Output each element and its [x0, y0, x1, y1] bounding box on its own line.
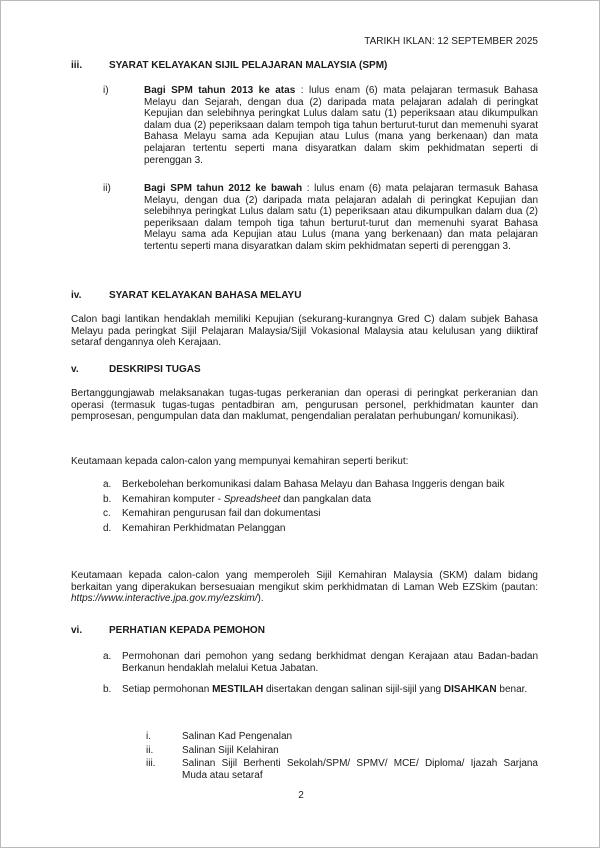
spm-item-2012-marker: ii) — [103, 183, 111, 194]
perhatian-b-mid: disertakan dengan salinan sijil-sijil yang — [263, 684, 444, 695]
skill-item-a-marker: a. — [103, 479, 112, 490]
header-date-line — [71, 36, 538, 48]
skill-b-pre: Kemahiran komputer - — [122, 493, 224, 505]
section-bm-title: SYARAT KELAYAKAN BAHASA MELAYU — [109, 290, 302, 301]
perhatian-item-a-text: Permohonan dari pemohon yang sedang berkhidmat dengan Kerajaan atau Badan-badan Berkanun hendaklah melalui Ketua Jabatan. — [122, 651, 538, 674]
spm-item-2012-lead: Bagi SPM tahun 2012 ke bawah — [144, 183, 303, 194]
skill-item-c — [103, 508, 538, 520]
skill-b-post: dan pangkalan data — [280, 493, 372, 505]
document-item-kad-text: Salinan Kad Pengenalan — [182, 731, 293, 742]
skill-item-b — [103, 494, 538, 506]
skm-paragraph-pre: Keutamaan kepada calon-calon yang memperoleh Sijil Kemahiran Malaysia (SKM) dalam bidang berkaitan yang diperakukan bersesuaian mengikut skim perkhidmatan di Laman Web EZSkim (pautan: — [71, 570, 538, 593]
section-spm-heading — [71, 60, 538, 72]
document-item-sijil — [146, 758, 538, 781]
skill-b-italic: Spreadsheet — [223, 493, 281, 505]
perhatian-item-b — [103, 684, 538, 696]
section-spm-numeral: iii. — [71, 60, 83, 71]
skill-a-pre: Berkebolehan berkomunikasi dalam Bahasa Melayu dan Bahasa Inggeris dengan baik — [122, 479, 505, 490]
skill-c-pre: Kemahiran pengurusan fail dan dokumentasi — [122, 508, 321, 520]
document-item-kelahiran-text: Salinan Sijil Kelahiran — [182, 744, 279, 756]
kemahiran-intro-paragraph: Keutamaan kepada calon-calon yang mempunyai kemahiran seperti berikut: — [71, 456, 409, 467]
skill-item-c-marker: c. — [103, 508, 111, 520]
perhatian-item-a-marker: a. — [103, 651, 112, 662]
spm-item-2013-marker: i) — [103, 85, 109, 96]
section-spm-title: SYARAT KELAYAKAN SIJIL PELAJARAN MALAYSIA (SPM) — [109, 60, 388, 71]
skill-item-d-text — [122, 523, 538, 535]
perhatian-b-post: benar. — [496, 684, 528, 695]
skm-paragraph — [71, 570, 538, 605]
section-tugas-heading — [71, 364, 538, 376]
skill-item-d-marker: d. — [103, 522, 112, 534]
perhatian-item-b-text — [122, 684, 538, 696]
page-number: 2 — [298, 790, 304, 801]
spm-item-2012-text — [144, 183, 538, 253]
document-item-sijil-marker: iii. — [146, 758, 156, 770]
perhatian-b-pre: Setiap permohonan — [122, 684, 213, 695]
documents-list — [146, 731, 538, 783]
skill-item-a-text — [122, 479, 538, 491]
perhatian-item-a — [103, 651, 538, 674]
section-bm-numeral: iv. — [71, 290, 82, 301]
spm-item-2012-body: : lulus enam (6) mata pelajaran termasuk Bahasa Melayu, dengan dua (2) daripada mata pelajaran adalah di peringkat Kepujian dan selebihnya peringkat Lulus dalam satu (1) peperiksaan atau dikumpulkan dalam dua (2) peperiksaan dalam tempoh tiga tahun berturut-turut dan memenuhi syarat Bahasa Melayu sama ada Kepujian atau Lulus (mana yang berkenaan) dan mata pelajaran tertentu seperti mana disyaratkan dalam skim pekhidmatan seperti di perenggan 3. — [144, 183, 538, 252]
skill-item-b-text — [122, 494, 538, 506]
spm-item-2013-lead: Bagi SPM tahun 2013 ke atas — [144, 85, 296, 96]
section-tugas-numeral: v. — [71, 364, 79, 375]
document-item-kelahiran-marker: ii. — [146, 744, 154, 756]
section-perhatian-title: PERHATIAN KEPADA PEMOHON — [109, 625, 265, 636]
section-perhatian-numeral: vi. — [71, 625, 83, 636]
section-bm-heading — [71, 290, 538, 302]
advert-date-label: TARIKH IKLAN: 12 SEPTEMBER 2025 — [364, 36, 538, 47]
spm-item-2013 — [103, 85, 538, 166]
perhatian-item-b-marker: b. — [103, 684, 112, 695]
skm-paragraph-url: https://www.interactive.jpa.gov.my/ezskim/ — [71, 593, 258, 605]
skill-item-b-marker: b. — [103, 493, 112, 505]
spm-item-2013-body: : lulus enam (6) mata pelajaran termasuk Bahasa Melayu dan Sejarah, dengan dua (2) daripada mata pelajaran adalah di peringkat Kepujian dan selebihnya peringkat Lulus dalam satu (1) peperiksaan atau dikumpulkan dalam dua (2) peperiksaan dalam tempoh tiga tahun berturut-turut dan memenuhi syarat Bahasa Melayu sama ada Kepujian atau Lulus (mana yang berkenaan) dan mata pelajaran tertentu seperti mana disyaratkan dalam skim pekhidmatan seperti di perenggan 3. — [144, 85, 538, 166]
perhatian-b-bold2: DISAHKAN — [443, 684, 497, 695]
spm-item-2013-text — [144, 85, 538, 166]
skill-item-d — [103, 523, 538, 535]
document-item-kelahiran — [146, 745, 538, 757]
document-item-kad-marker: i. — [146, 731, 151, 742]
perhatian-b-bold1: MESTILAH — [212, 684, 264, 695]
skm-paragraph-post: ). — [257, 593, 264, 605]
skill-item-a — [103, 479, 538, 491]
document-item-kad — [146, 731, 538, 743]
bm-paragraph: Calon bagi lantikan hendaklah memiliki Kepujian (sekurang-kurangnya Gred C) dalam subjek Bahasa Melayu pada peringkat Sijil Pelajaran Malaysia/Sijil Vokasional Malaysia atau kelulusan yang diiktiraf setaraf dengannya oleh Kerajaan. — [71, 314, 538, 349]
skill-item-c-text — [122, 508, 538, 520]
tugas-paragraph: Bertanggungjawab melaksanakan tugas-tugas perkeranian dan operasi di peringkat perkeranian dan operasi (termasuk tugas-tugas pentadbiran am, pengurusan personel, perkhidmatan kaunter dan pemprosesan, pengumpulan data dan maklumat, pengendalian peralatan perhubungan/ komunikasi). — [71, 388, 538, 423]
document-item-sijil-text: Salinan Sijil Berhenti Sekolah/SPM/ SPMV/ MCE/ Diploma/ Ijazah Sarjana Muda atau setaraf — [182, 758, 538, 781]
section-tugas-title: DESKRIPSI TUGAS — [109, 364, 201, 375]
skills-list — [103, 479, 538, 537]
spm-item-2012 — [103, 183, 538, 253]
section-perhatian-heading — [71, 625, 538, 637]
skill-d-pre: Kemahiran Perkhidmatan Pelanggan — [122, 522, 286, 534]
